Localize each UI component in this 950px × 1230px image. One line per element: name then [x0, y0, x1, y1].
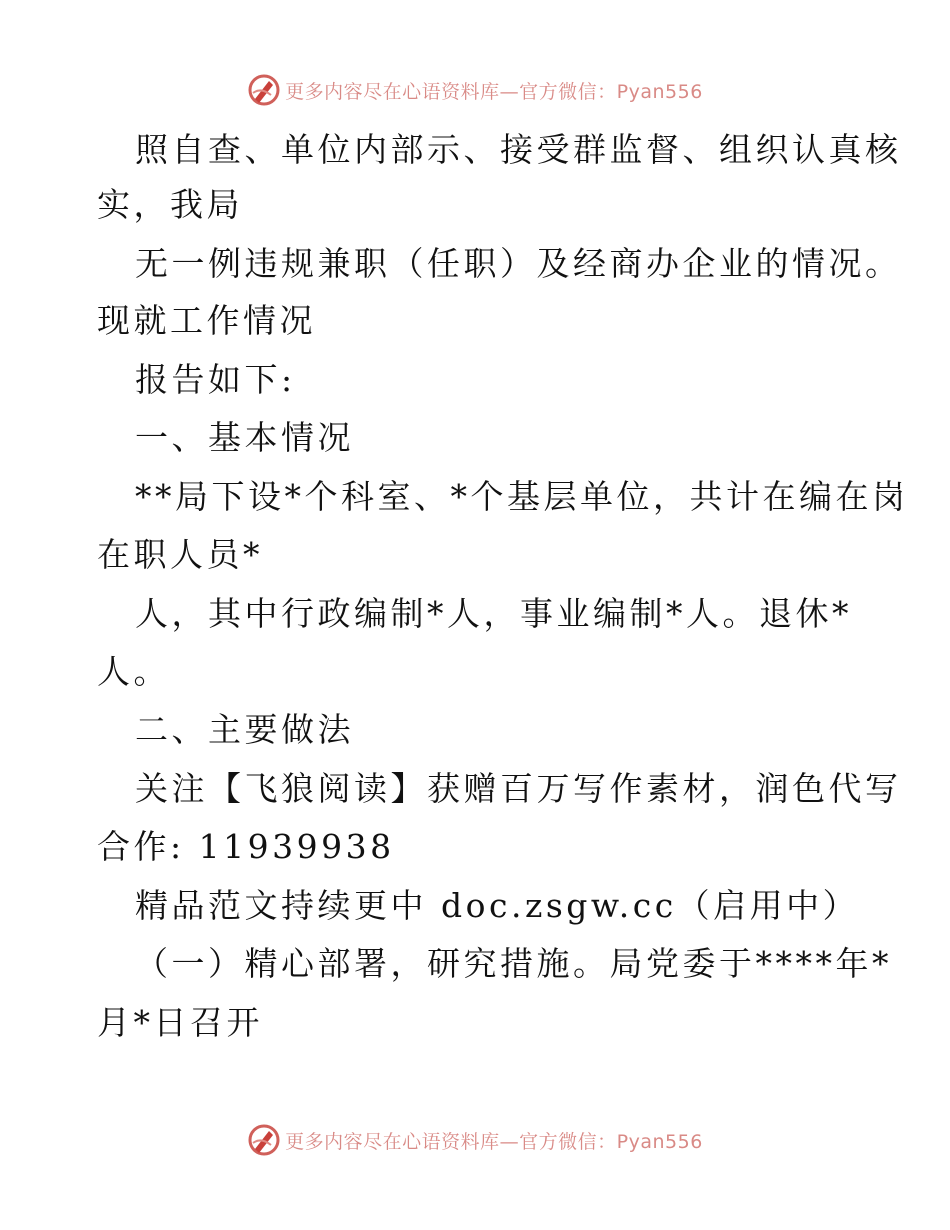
text-line: 精品范文持续更中 doc.zsgw.cc（启用中） [135, 886, 860, 925]
bottom-watermark-banner [0, 1120, 950, 1160]
text-line: 报告如下: [135, 360, 296, 399]
text-line: 在职人员* [97, 535, 263, 574]
watermark-text: 更多内容尽在心语资料库—官方微信：Pyan556 [285, 1130, 703, 1153]
section-heading: 二、主要做法 [135, 710, 354, 749]
text-line: 关注【飞狼阅读】获赠百万写作素材，润色代写 [135, 769, 902, 808]
section-heading: 一、基本情况 [135, 418, 354, 457]
top-watermark-banner [0, 70, 950, 110]
text-line: 现就工作情况 [97, 301, 316, 340]
text-line: （一）精心部署，研究措施。局党委于****年* [135, 944, 892, 983]
text-line: 合作: 11939938 [97, 827, 395, 866]
text-line: 人。 [97, 652, 170, 691]
text-line: 实，我局 [97, 185, 243, 224]
text-line: 人，其中行政编制*人，事业编制*人。退休* [135, 594, 852, 633]
text-line: 无一例违规兼职（任职）及经商办企业的情况。 [135, 244, 902, 283]
watermark-text: 更多内容尽在心语资料库—官方微信：Pyan556 [285, 80, 703, 103]
red-pen-logo-icon [247, 1123, 281, 1157]
red-pen-logo-icon [247, 73, 281, 107]
text-line: **局下设*个科室、*个基层单位，共计在编在岗 [135, 477, 909, 516]
text-line: 照自查、单位内部示、接受群监督、组织认真核 [135, 130, 902, 169]
text-line: 月*日召开 [97, 1003, 263, 1042]
